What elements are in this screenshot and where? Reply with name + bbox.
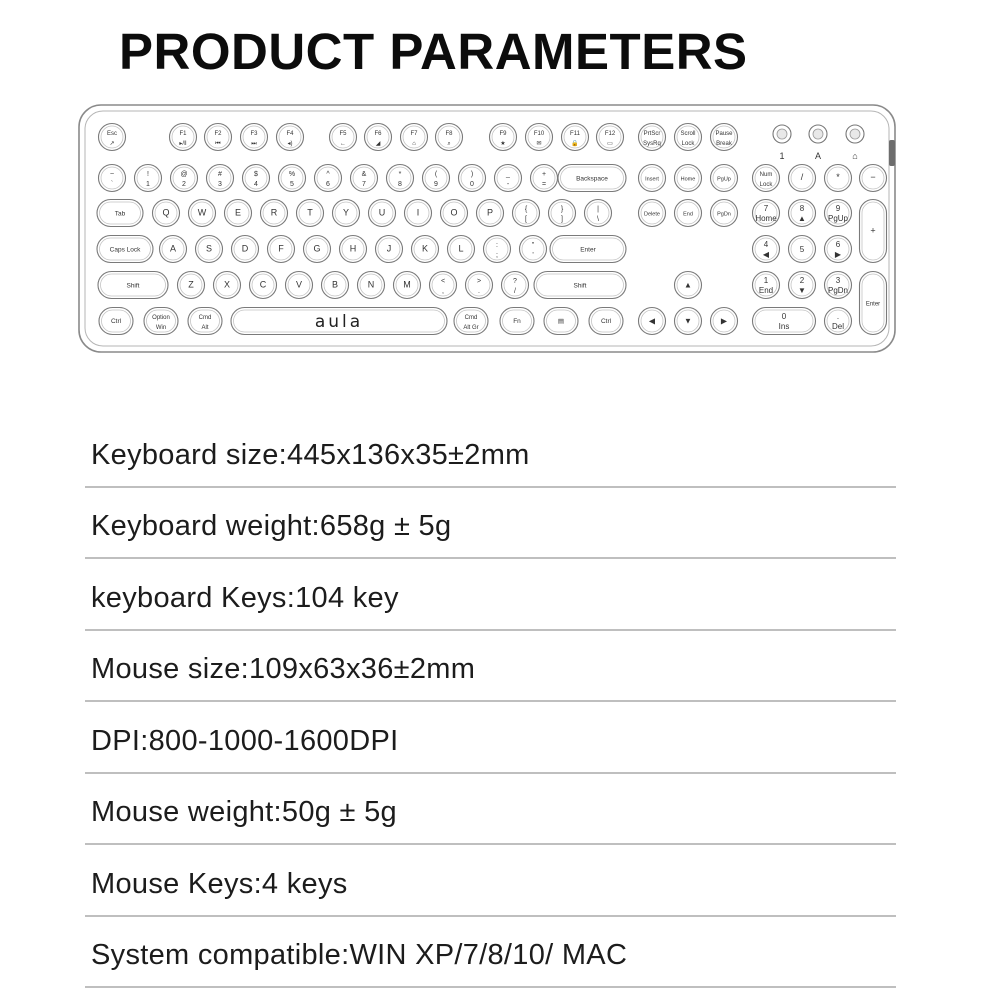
key-fn-f3-bottom-label: ⏭ bbox=[251, 141, 257, 147]
key-fn-scroll-top-label: Scroll bbox=[680, 131, 696, 137]
key-numpad-r2-1-label: 5 bbox=[799, 244, 805, 254]
key-numpad-0-top-label: 0 bbox=[781, 312, 787, 321]
key-numpad-r0-0-bottom-label: Lock bbox=[759, 182, 773, 188]
key-fn-f7-top-label: F7 bbox=[410, 131, 418, 137]
param-row-dpi bbox=[85, 702, 896, 774]
key-num-1-top-label: ! bbox=[147, 171, 149, 178]
key-numpad-r2-0-top-label: 4 bbox=[763, 240, 769, 249]
key-nav-pgup-label: PgUp bbox=[717, 176, 731, 183]
key-fn-prtscr-bottom-label: SysRq bbox=[643, 141, 661, 147]
key-arrow-left-label: ◀ bbox=[648, 316, 656, 326]
key-numpad-r0-2-label: * bbox=[836, 172, 840, 183]
key-fn-f12-top-label: F12 bbox=[604, 131, 616, 137]
key-fn-f9-bottom-label: ★ bbox=[500, 141, 506, 147]
key-fn-f5-bottom-label: ← bbox=[340, 141, 346, 147]
key-home-sym-11-top-label: " bbox=[531, 242, 535, 249]
key-fn-f12-bottom-label: ▭ bbox=[607, 141, 613, 147]
key-numpad-r2-2-top-label: 6 bbox=[835, 240, 841, 249]
indicator-light-inner-3 bbox=[850, 129, 860, 139]
key-numpad-r3-2-top-label: 3 bbox=[835, 276, 841, 285]
key-qwerty-t-label: T bbox=[307, 207, 313, 218]
param-mouse-weight: Mouse weight:50g ± 5g bbox=[91, 796, 397, 828]
key-num-4-bottom-label: 4 bbox=[254, 181, 258, 188]
key-fn-pause-top-label: Pause bbox=[715, 131, 733, 137]
key-bottom-1-option-top-label: Option bbox=[152, 315, 170, 321]
key-nav-home-label: Home bbox=[680, 176, 696, 183]
key-shift-row-c-3-label: C bbox=[259, 279, 267, 290]
key-qwerty-q-label: Q bbox=[162, 207, 170, 218]
keyboard-illustration bbox=[0, 0, 1001, 400]
key-num-11-top-label: _ bbox=[506, 171, 510, 178]
key-bottom-5-sym-label: ▤ bbox=[557, 318, 565, 326]
key-fn-f10-top-label: F10 bbox=[533, 131, 545, 137]
param-row-mouse-size bbox=[85, 631, 896, 703]
key-shift-row-sym-10-top-label: ? bbox=[513, 278, 517, 285]
param-row-mouse-weight bbox=[85, 774, 896, 846]
key-caps-lock-label: Caps Lock bbox=[109, 246, 141, 254]
key-fn-esc-top-label: Esc bbox=[106, 131, 118, 137]
key-bottom-3-cmd-bottom-label: Alt Gr bbox=[463, 325, 479, 331]
keyboard-side-accent bbox=[889, 140, 895, 166]
key-shift-row-sym-8-bottom-label: , bbox=[442, 288, 444, 295]
key-num-10-bottom-label: 0 bbox=[470, 181, 474, 188]
key-qwerty-sym-top-label: { bbox=[524, 206, 528, 213]
key-qwerty-sym-bottom-label: \ bbox=[597, 216, 599, 223]
key-qwerty-i-label: I bbox=[416, 207, 420, 218]
key-numpad-r1-1-top-label: 8 bbox=[799, 204, 805, 213]
key-home-sym-11-bottom-label: ' bbox=[532, 252, 534, 259]
key-numpad-r2-2-bottom-label: ▶ bbox=[834, 250, 842, 259]
key-bottom-3-cmd-top-label: Cmd bbox=[464, 315, 478, 321]
key-fn-f7-bottom-label: ⌂ bbox=[412, 141, 416, 147]
key-numpad-r3-1-bottom-label: ▼ bbox=[798, 286, 806, 295]
key-bottom-2-cmd-top-label: Cmd bbox=[198, 315, 212, 321]
key-num-6-bottom-label: 6 bbox=[326, 181, 330, 188]
key-home-j-7-label: J bbox=[386, 243, 392, 254]
param-system-compatible: System compatible:WIN XP/7/8/10/ MAC bbox=[91, 939, 628, 971]
key-bottom-4-fn-label: Fn bbox=[513, 318, 521, 326]
key-num-3-bottom-label: 3 bbox=[218, 181, 222, 188]
key-numpad-r0-0-top-label: Num bbox=[759, 172, 773, 178]
key-qwerty-sym-top-label: | bbox=[597, 206, 599, 213]
indicator-label-3: ⌂ bbox=[852, 151, 858, 161]
key-shift-row-z-1-label: Z bbox=[188, 279, 194, 290]
key-fn-f4-top-label: F4 bbox=[286, 131, 294, 137]
key-num-1-bottom-label: 1 bbox=[146, 181, 150, 188]
key-qwerty-u-label: U bbox=[378, 207, 386, 218]
key-num-3-top-label: # bbox=[218, 171, 222, 178]
key-shift-row-x-2-label: X bbox=[223, 279, 231, 290]
param-dpi: DPI:800-1000-1600DPI bbox=[91, 724, 399, 757]
indicator-label-1: 1 bbox=[779, 151, 785, 161]
key-enter-label: Enter bbox=[580, 246, 596, 254]
key-fn-prtscr-top-label: PrtScr bbox=[643, 131, 661, 137]
param-keyboard-weight: Keyboard weight:658g ± 5g bbox=[91, 510, 452, 542]
indicator-label-2: A bbox=[814, 151, 822, 161]
key-num-11-bottom-label: - bbox=[506, 181, 510, 188]
key-numpad-r1-2-bottom-label: PgUp bbox=[827, 214, 849, 223]
key-home-a-1-label: A bbox=[169, 243, 177, 254]
key-fn-f1-bottom-label: ▸/‖ bbox=[179, 141, 187, 147]
key-nav-pgdn-label: PgDn bbox=[717, 211, 731, 218]
brand-logo: aula bbox=[314, 312, 364, 332]
key-fn-f11-bottom-label: 🔒 bbox=[571, 141, 579, 147]
param-row-keyboard-keys bbox=[85, 559, 896, 631]
key-qwerty-sym-bottom-label: [ bbox=[525, 216, 527, 223]
key-shift-row-b-5-label: B bbox=[331, 279, 339, 290]
key-shift-row-sym-9-bottom-label: . bbox=[478, 288, 480, 295]
key-num-2-bottom-label: 2 bbox=[182, 181, 186, 188]
key-shift-row-sym-8-top-label: < bbox=[440, 278, 446, 285]
key-fn-f6-top-label: F6 bbox=[374, 131, 382, 137]
key-fn-f11-top-label: F11 bbox=[570, 131, 580, 137]
key-fn-f3-top-label: F3 bbox=[250, 131, 258, 137]
key-num-9-bottom-label: 9 bbox=[434, 181, 438, 188]
indicator-light-inner-2 bbox=[813, 129, 823, 139]
key-bottom-0-ctrl-label: Ctrl bbox=[110, 318, 122, 326]
key-fn-f10-bottom-label: ✉ bbox=[536, 141, 542, 147]
key-nav-delete-label: Delete bbox=[644, 211, 660, 218]
key-num-0-top-label: ~ bbox=[109, 171, 115, 178]
key-numpad-r1-0-bottom-label: Home bbox=[755, 214, 777, 223]
key-num-12-top-label: + bbox=[541, 171, 547, 178]
key-numpad-r2-0-bottom-label: ◀ bbox=[762, 250, 770, 259]
key-fn-scroll-bottom-label: Lock bbox=[681, 141, 695, 147]
key-numpad-r3-2-bottom-label: PgDn bbox=[827, 286, 849, 295]
key-nav-end-label: End bbox=[683, 211, 693, 218]
key-numpad-r3-0-bottom-label: End bbox=[758, 286, 774, 295]
key-fn-pause-bottom-label: Break bbox=[716, 141, 732, 147]
key-fn-f9-top-label: F9 bbox=[499, 131, 507, 137]
key-bottom-2-cmd-bottom-label: Alt bbox=[201, 325, 209, 331]
key-num-7-top-label: & bbox=[361, 171, 367, 178]
key-shift-left-label: Shift bbox=[126, 282, 140, 290]
key-num-2-top-label: @ bbox=[180, 171, 188, 178]
key-qwerty-y-label: Y bbox=[342, 207, 350, 218]
key-home-k-8-label: K bbox=[421, 243, 429, 254]
key-qwerty-e-label: E bbox=[234, 207, 242, 218]
param-row-keyboard-weight bbox=[85, 488, 896, 560]
param-keyboard-keys: keyboard Keys:104 key bbox=[91, 581, 399, 614]
key-numpad-enter-label: Enter bbox=[865, 301, 881, 308]
key-numpad-r3-1-top-label: 2 bbox=[799, 276, 805, 285]
key-fn-f2-bottom-label: ⏮ bbox=[215, 141, 221, 147]
key-fn-f8-bottom-label: ⌕ bbox=[447, 141, 451, 147]
key-shift-right-label: Shift bbox=[573, 282, 587, 290]
key-home-f-4-label: F bbox=[278, 243, 284, 254]
key-numpad-r0-1-label: / bbox=[800, 172, 804, 183]
key-arrow-right-label: ▶ bbox=[720, 316, 728, 326]
key-home-s-2-label: S bbox=[205, 243, 213, 254]
key-numpad-dot-top-label: . bbox=[836, 312, 840, 321]
key-arrow-up-label: ▲ bbox=[684, 280, 692, 290]
key-num-5-bottom-label: 5 bbox=[290, 181, 294, 188]
key-qwerty-w-label: W bbox=[197, 207, 207, 218]
key-backspace-label: Backspace bbox=[576, 175, 608, 183]
key-fn-f1-top-label: F1 bbox=[179, 131, 187, 137]
key-num-7-bottom-label: 7 bbox=[362, 181, 366, 188]
key-num-5-top-label: % bbox=[288, 171, 296, 178]
key-tab-label: Tab bbox=[114, 210, 126, 218]
key-num-6-top-label: ^ bbox=[326, 171, 330, 178]
param-row-mouse-keys bbox=[85, 845, 896, 917]
param-row-system-compatible bbox=[85, 917, 896, 989]
key-arrow-down-label: ▼ bbox=[684, 316, 692, 326]
key-fn-f5-top-label: F5 bbox=[339, 131, 347, 137]
key-qwerty-o-label: O bbox=[450, 207, 458, 218]
key-numpad-r1-1-bottom-label: ▲ bbox=[798, 214, 806, 223]
key-numpad-dot-bottom-label: Del bbox=[831, 322, 845, 331]
key-num-9-top-label: ( bbox=[434, 171, 438, 178]
key-bottom-6-ctrl-label: Ctrl bbox=[600, 318, 612, 326]
param-mouse-size: Mouse size:109x63x36±2mm bbox=[91, 653, 476, 685]
key-numpad-0-bottom-label: Ins bbox=[778, 322, 790, 331]
key-home-sym-10-top-label: : bbox=[496, 242, 498, 249]
key-nav-insert-label: Insert bbox=[645, 176, 659, 183]
key-home-sym-10-bottom-label: ; bbox=[496, 252, 498, 259]
key-shift-row-n-6-label: N bbox=[367, 279, 375, 290]
key-shift-row-sym-10-bottom-label: / bbox=[514, 288, 516, 295]
key-num-8-top-label: * bbox=[398, 171, 402, 178]
key-qwerty-sym-top-label: } bbox=[560, 206, 564, 213]
key-num-4-top-label: $ bbox=[254, 171, 258, 178]
key-qwerty-r-label: R bbox=[270, 207, 278, 218]
param-mouse-keys: Mouse Keys:4 keys bbox=[91, 867, 348, 900]
key-fn-f4-bottom-label: ◂) bbox=[287, 141, 293, 147]
key-numpad-r3-0-top-label: 1 bbox=[763, 276, 769, 285]
key-qwerty-p-label: P bbox=[486, 207, 494, 218]
key-numpad-r1-0-top-label: 7 bbox=[763, 204, 769, 213]
key-numpad-r1-2-top-label: 9 bbox=[835, 204, 841, 213]
key-numpad-plus-label: + bbox=[870, 225, 876, 236]
key-bottom-1-option-bottom-label: Win bbox=[155, 325, 167, 331]
key-num-8-bottom-label: 8 bbox=[398, 181, 402, 188]
key-home-d-3-label: D bbox=[241, 243, 249, 254]
key-qwerty-sym-bottom-label: ] bbox=[561, 216, 563, 223]
key-home-g-5-label: G bbox=[313, 243, 321, 254]
key-fn-f6-bottom-label: ◢ bbox=[375, 141, 381, 147]
key-num-12-bottom-label: = bbox=[541, 181, 547, 188]
key-home-l-9-label: L bbox=[458, 243, 464, 254]
key-fn-esc-bottom-label: ↗ bbox=[109, 141, 115, 147]
indicator-light-inner-1 bbox=[777, 129, 787, 139]
key-numpad-r0-3-label: − bbox=[870, 172, 876, 183]
key-shift-row-m-7-label: M bbox=[403, 279, 411, 290]
param-row-keyboard-size bbox=[85, 416, 896, 488]
param-keyboard-size: Keyboard size:445x136x35±2mm bbox=[91, 438, 530, 471]
key-shift-row-sym-9-top-label: > bbox=[476, 278, 482, 285]
key-home-h-6-label: H bbox=[349, 243, 357, 254]
page-title: PRODUCT PARAMETERS bbox=[119, 23, 748, 80]
key-fn-f2-top-label: F2 bbox=[214, 131, 222, 137]
key-num-10-top-label: ) bbox=[470, 171, 474, 178]
key-fn-f8-top-label: F8 bbox=[445, 131, 453, 137]
key-num-0-bottom-label: ` bbox=[110, 181, 114, 188]
parameter-list bbox=[85, 416, 896, 988]
key-shift-row-v-4-label: V bbox=[295, 279, 303, 290]
